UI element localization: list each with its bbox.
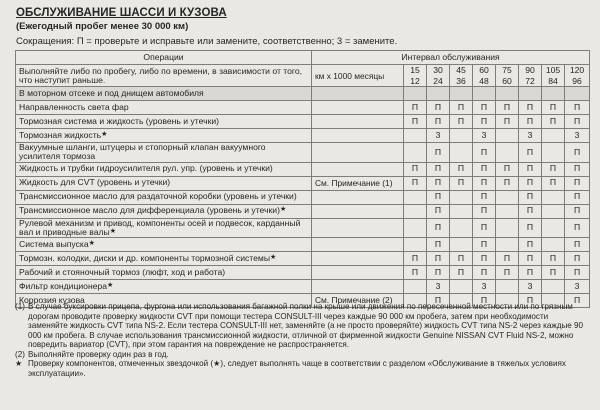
operation-label: Трансмиссионное масло для раздаточной коробки (уровень и утечки) [19, 191, 297, 202]
interval-cell [542, 218, 565, 237]
interval-cell: П [565, 143, 590, 162]
maintenance-schedule-table [15, 50, 590, 308]
interval-cell: П [565, 190, 590, 204]
interval-cell: П [542, 176, 565, 190]
interval-cell [450, 279, 473, 293]
interval-months: 24 [433, 75, 443, 86]
interval-cell: П [565, 204, 590, 218]
interval-cell [404, 87, 427, 101]
header-unit: км х 1000 месяцы [312, 65, 404, 87]
interval-cell: П [496, 162, 519, 176]
operation-label: В моторном отсеке и под днищем автомобиля [19, 88, 204, 99]
interval-cell: П [542, 115, 565, 129]
interval-cell: П [473, 190, 496, 204]
table-row [16, 204, 590, 218]
note-cell [312, 143, 404, 162]
interval-cell: П [519, 218, 542, 237]
note-cell [312, 101, 404, 115]
star-marker: ★ [270, 253, 277, 261]
interval-cell: П [450, 115, 473, 129]
interval-km: 45 [456, 65, 466, 75]
footnote [15, 302, 587, 350]
interval-cell: П [404, 101, 427, 115]
table-row [16, 279, 590, 293]
interval-cell [565, 87, 590, 101]
interval-months: 36 [456, 75, 466, 86]
interval-cell: П [427, 101, 450, 115]
footnote-text: Проверку компонентов, отмеченных звездочкой (★), следует выполнять чаще в соответствии с разделом «Обслуживание в тяжелых условиях эксплуатации». [28, 359, 566, 378]
interval-cell: П [542, 251, 565, 265]
operation-cell [16, 279, 312, 293]
operation-label: Коррозия кузова [19, 294, 85, 305]
interval-header-cell [496, 65, 519, 87]
interval-cell: П [427, 265, 450, 279]
operation-cell [16, 162, 312, 176]
interval-cell [496, 190, 519, 204]
interval-months: 60 [502, 75, 512, 86]
interval-cell: П [473, 251, 496, 265]
section-row [16, 87, 590, 101]
interval-cell: П [565, 162, 590, 176]
interval-cell: П [427, 237, 450, 251]
interval-header-cell [473, 65, 496, 87]
interval-cell: П [473, 265, 496, 279]
interval-cell: П [519, 115, 542, 129]
operation-label: Направленность света фар [19, 102, 129, 113]
interval-km: 120 [569, 65, 585, 75]
interval-cell: П [519, 251, 542, 265]
page-title: ОБСЛУЖИВАНИЕ ШАССИ И КУЗОВА [16, 7, 227, 19]
interval-cell [404, 279, 427, 293]
header-operations: Операции [16, 51, 312, 65]
star-marker: ★ [107, 281, 114, 289]
interval-cell: П [450, 176, 473, 190]
interval-months: 96 [572, 75, 582, 86]
interval-header-cell [542, 65, 565, 87]
operation-label: Жидкость для CVT (уровень и утечки) [19, 177, 171, 188]
note-cell [312, 251, 404, 265]
interval-cell: 3 [565, 279, 590, 293]
table-row [16, 265, 590, 279]
interval-cell: П [427, 115, 450, 129]
operation-cell [16, 265, 312, 279]
table-row [16, 190, 590, 204]
interval-km: 15 [410, 65, 420, 75]
interval-cell [542, 87, 565, 101]
table-row [16, 176, 590, 190]
interval-cell [450, 237, 473, 251]
star-marker: ★ [109, 227, 116, 235]
interval-cell [496, 279, 519, 293]
footnote [15, 350, 587, 360]
interval-cell [496, 143, 519, 162]
interval-cell [542, 279, 565, 293]
note-cell [312, 162, 404, 176]
interval-cell: П [565, 251, 590, 265]
interval-cell: П [450, 101, 473, 115]
interval-cell: П [519, 143, 542, 162]
page-subtitle: (Ежегодный пробег менее 30 000 км) [16, 21, 189, 32]
note-cell [312, 265, 404, 279]
abbreviations-note: Сокращения: П = проверьте и исправьте или замените, соответственно; 3 = замените. [16, 36, 398, 47]
interval-months: 48 [479, 75, 489, 86]
table-row [16, 218, 590, 237]
interval-cell: П [473, 162, 496, 176]
interval-cell [496, 87, 519, 101]
interval-cell [542, 190, 565, 204]
interval-cell: 3 [565, 129, 590, 143]
interval-cell: П [473, 237, 496, 251]
interval-cell: П [519, 204, 542, 218]
note-cell: См. Примечание (1) [312, 176, 404, 190]
operation-cell [16, 87, 312, 101]
interval-cell: П [427, 176, 450, 190]
interval-cell: П [519, 176, 542, 190]
interval-cell: П [450, 265, 473, 279]
interval-header-cell [427, 65, 450, 87]
interval-km: 75 [502, 65, 512, 75]
table-row [16, 162, 590, 176]
interval-cell [473, 87, 496, 101]
interval-cell [404, 143, 427, 162]
footnote-marker: (1) [15, 302, 25, 311]
operation-cell [16, 204, 312, 218]
interval-cell [427, 87, 450, 101]
note-cell [312, 204, 404, 218]
interval-cell: П [496, 176, 519, 190]
interval-cell [542, 143, 565, 162]
operation-label: Жидкость и трубки гидроусилителя рул. упр. (уровень и утечки) [19, 163, 273, 174]
interval-cell: П [404, 162, 427, 176]
operation-cell [16, 237, 312, 251]
interval-cell [542, 129, 565, 143]
interval-cell [404, 237, 427, 251]
interval-cell: 3 [473, 129, 496, 143]
interval-cell: П [473, 176, 496, 190]
interval-cell: П [519, 101, 542, 115]
note-cell [312, 87, 404, 101]
interval-cell: П [427, 251, 450, 265]
operation-label: Фильтр кондиционера [19, 280, 108, 291]
note-cell [312, 218, 404, 237]
interval-cell: П [450, 251, 473, 265]
star-marker: ★ [279, 206, 287, 214]
operation-label: Трансмиссионное масло для дифференциала (уровень и утечки) [19, 205, 280, 216]
interval-cell: П [542, 265, 565, 279]
interval-cell: П [519, 237, 542, 251]
operation-label: Рабочий и стояночный тормоз (люфт, ход и работа) [19, 266, 226, 277]
header-description: Выполняйте либо по пробегу, либо по времени, в зависимости от того, что наступит раньше. [16, 65, 312, 87]
interval-cell: П [519, 293, 542, 307]
interval-cell [450, 218, 473, 237]
interval-cell [404, 129, 427, 143]
interval-cell: П [473, 204, 496, 218]
interval-cell [450, 143, 473, 162]
operation-cell [16, 129, 312, 143]
interval-cell: П [565, 218, 590, 237]
interval-cell: П [565, 101, 590, 115]
interval-km: 30 [433, 65, 443, 75]
operation-label: Тормозная жидкость [19, 130, 102, 141]
interval-cell: П [427, 190, 450, 204]
interval-cell: П [427, 218, 450, 237]
header-interval: Интервал обслуживания [312, 51, 590, 65]
operation-cell [16, 176, 312, 190]
interval-km: 90 [525, 65, 535, 75]
interval-cell: П [542, 101, 565, 115]
operation-label: Тормозн. колодки, диски и др. компоненты тормозной системы [19, 252, 270, 263]
interval-cell: П [519, 265, 542, 279]
footnote-marker: (2) [15, 349, 25, 359]
table-row [16, 251, 590, 265]
star-marker: ★ [88, 239, 95, 247]
note-cell [312, 115, 404, 129]
interval-cell [496, 204, 519, 218]
interval-months: 12 [410, 75, 420, 86]
interval-cell [450, 129, 473, 143]
table-row [16, 129, 590, 143]
footnote [15, 359, 587, 378]
operation-label: Система выпуска [19, 238, 89, 249]
interval-cell: П [473, 293, 496, 307]
operation-cell [16, 101, 312, 115]
interval-cell: П [496, 265, 519, 279]
table-row [16, 101, 590, 115]
interval-cell: П [427, 143, 450, 162]
interval-cell: П [565, 176, 590, 190]
interval-cell [404, 218, 427, 237]
interval-header-cell [404, 65, 427, 87]
note-cell [312, 237, 404, 251]
table-row [16, 115, 590, 129]
interval-cell: П [519, 190, 542, 204]
interval-cell: П [473, 101, 496, 115]
interval-km: 105 [545, 65, 561, 75]
interval-cell: 3 [473, 279, 496, 293]
interval-cell [496, 237, 519, 251]
star-marker: ★ [101, 131, 108, 139]
footnotes [15, 302, 587, 378]
interval-cell: П [565, 293, 590, 307]
operation-label: Тормозная система и жидкость (уровень и утечки) [19, 116, 220, 127]
note-cell: См. Примечание (2) [312, 293, 404, 307]
interval-cell [404, 204, 427, 218]
interval-cell: П [404, 265, 427, 279]
interval-cell: П [565, 237, 590, 251]
note-cell [312, 190, 404, 204]
interval-cell: 3 [427, 279, 450, 293]
interval-cell [404, 190, 427, 204]
interval-cell [450, 87, 473, 101]
interval-cell [450, 190, 473, 204]
interval-cell: П [496, 115, 519, 129]
interval-cell: П [427, 204, 450, 218]
interval-header-cell [519, 65, 542, 87]
interval-cell: 3 [519, 129, 542, 143]
operation-cell [16, 251, 312, 265]
operation-cell [16, 190, 312, 204]
footnote-text: В случае буксировки прицепа, фургона или использования багажной полки на крыше или движения по пересеченной местности или по грязным дорогам проводите проверку жидкости CVT при помощи тестера CONSULT-III через каждые 90 000 км пробега, затем при необходимости заменяйте жидкость CVT типа NS-2. Если тестера CONSULT-III нет, заменяйте (а не просто проверяйте) жидкость CVT типа NS-2 через каждые 90 000 км пробега. В случае использования трансмиссионной жидкости, отличной от фирменной жидкости Genuine NISSAN CVT Fluid NS-2, можно повредить вариатор (CVT), при этом гарантия на повреждение не распространяется. [28, 302, 584, 350]
interval-cell: 3 [519, 279, 542, 293]
interval-cell: П [473, 218, 496, 237]
interval-cell: П [404, 115, 427, 129]
note-cell [312, 129, 404, 143]
interval-cell: П [473, 115, 496, 129]
operation-label: Вакуумные шланги, штуцеры и стопорный клапан вакуумного усилителя тормоза [19, 142, 266, 162]
interval-cell [496, 129, 519, 143]
interval-cell: 3 [427, 129, 450, 143]
operation-cell [16, 115, 312, 129]
interval-cell: П [450, 162, 473, 176]
interval-cell: П [542, 162, 565, 176]
interval-cell: П [496, 251, 519, 265]
table-row [16, 237, 590, 251]
interval-cell: П [427, 293, 450, 307]
interval-cell: П [404, 251, 427, 265]
operation-cell [16, 143, 312, 162]
interval-header-cell [450, 65, 473, 87]
interval-cell: П [427, 162, 450, 176]
interval-km: 60 [479, 65, 489, 75]
interval-cell: П [496, 101, 519, 115]
interval-cell [519, 87, 542, 101]
interval-cell: П [565, 115, 590, 129]
interval-months: 72 [525, 75, 535, 86]
operation-cell [16, 218, 312, 237]
footnote-text: Выполняйте проверку один раз в год. [28, 349, 169, 359]
interval-months: 84 [548, 75, 558, 86]
interval-cell [542, 204, 565, 218]
interval-cell: П [404, 176, 427, 190]
footnote-marker: ★ [15, 359, 23, 369]
interval-cell: П [473, 143, 496, 162]
note-cell [312, 279, 404, 293]
schedule-body [16, 87, 590, 307]
interval-cell [542, 237, 565, 251]
operation-label: Рулевой механизм и привод, компоненты осей и подвесок, карданный вал и приводные валы [19, 218, 301, 237]
interval-cell: П [565, 265, 590, 279]
interval-cell [450, 204, 473, 218]
table-row [16, 143, 590, 162]
interval-header-cell [565, 65, 590, 87]
interval-cell: П [519, 162, 542, 176]
interval-cell [496, 218, 519, 237]
